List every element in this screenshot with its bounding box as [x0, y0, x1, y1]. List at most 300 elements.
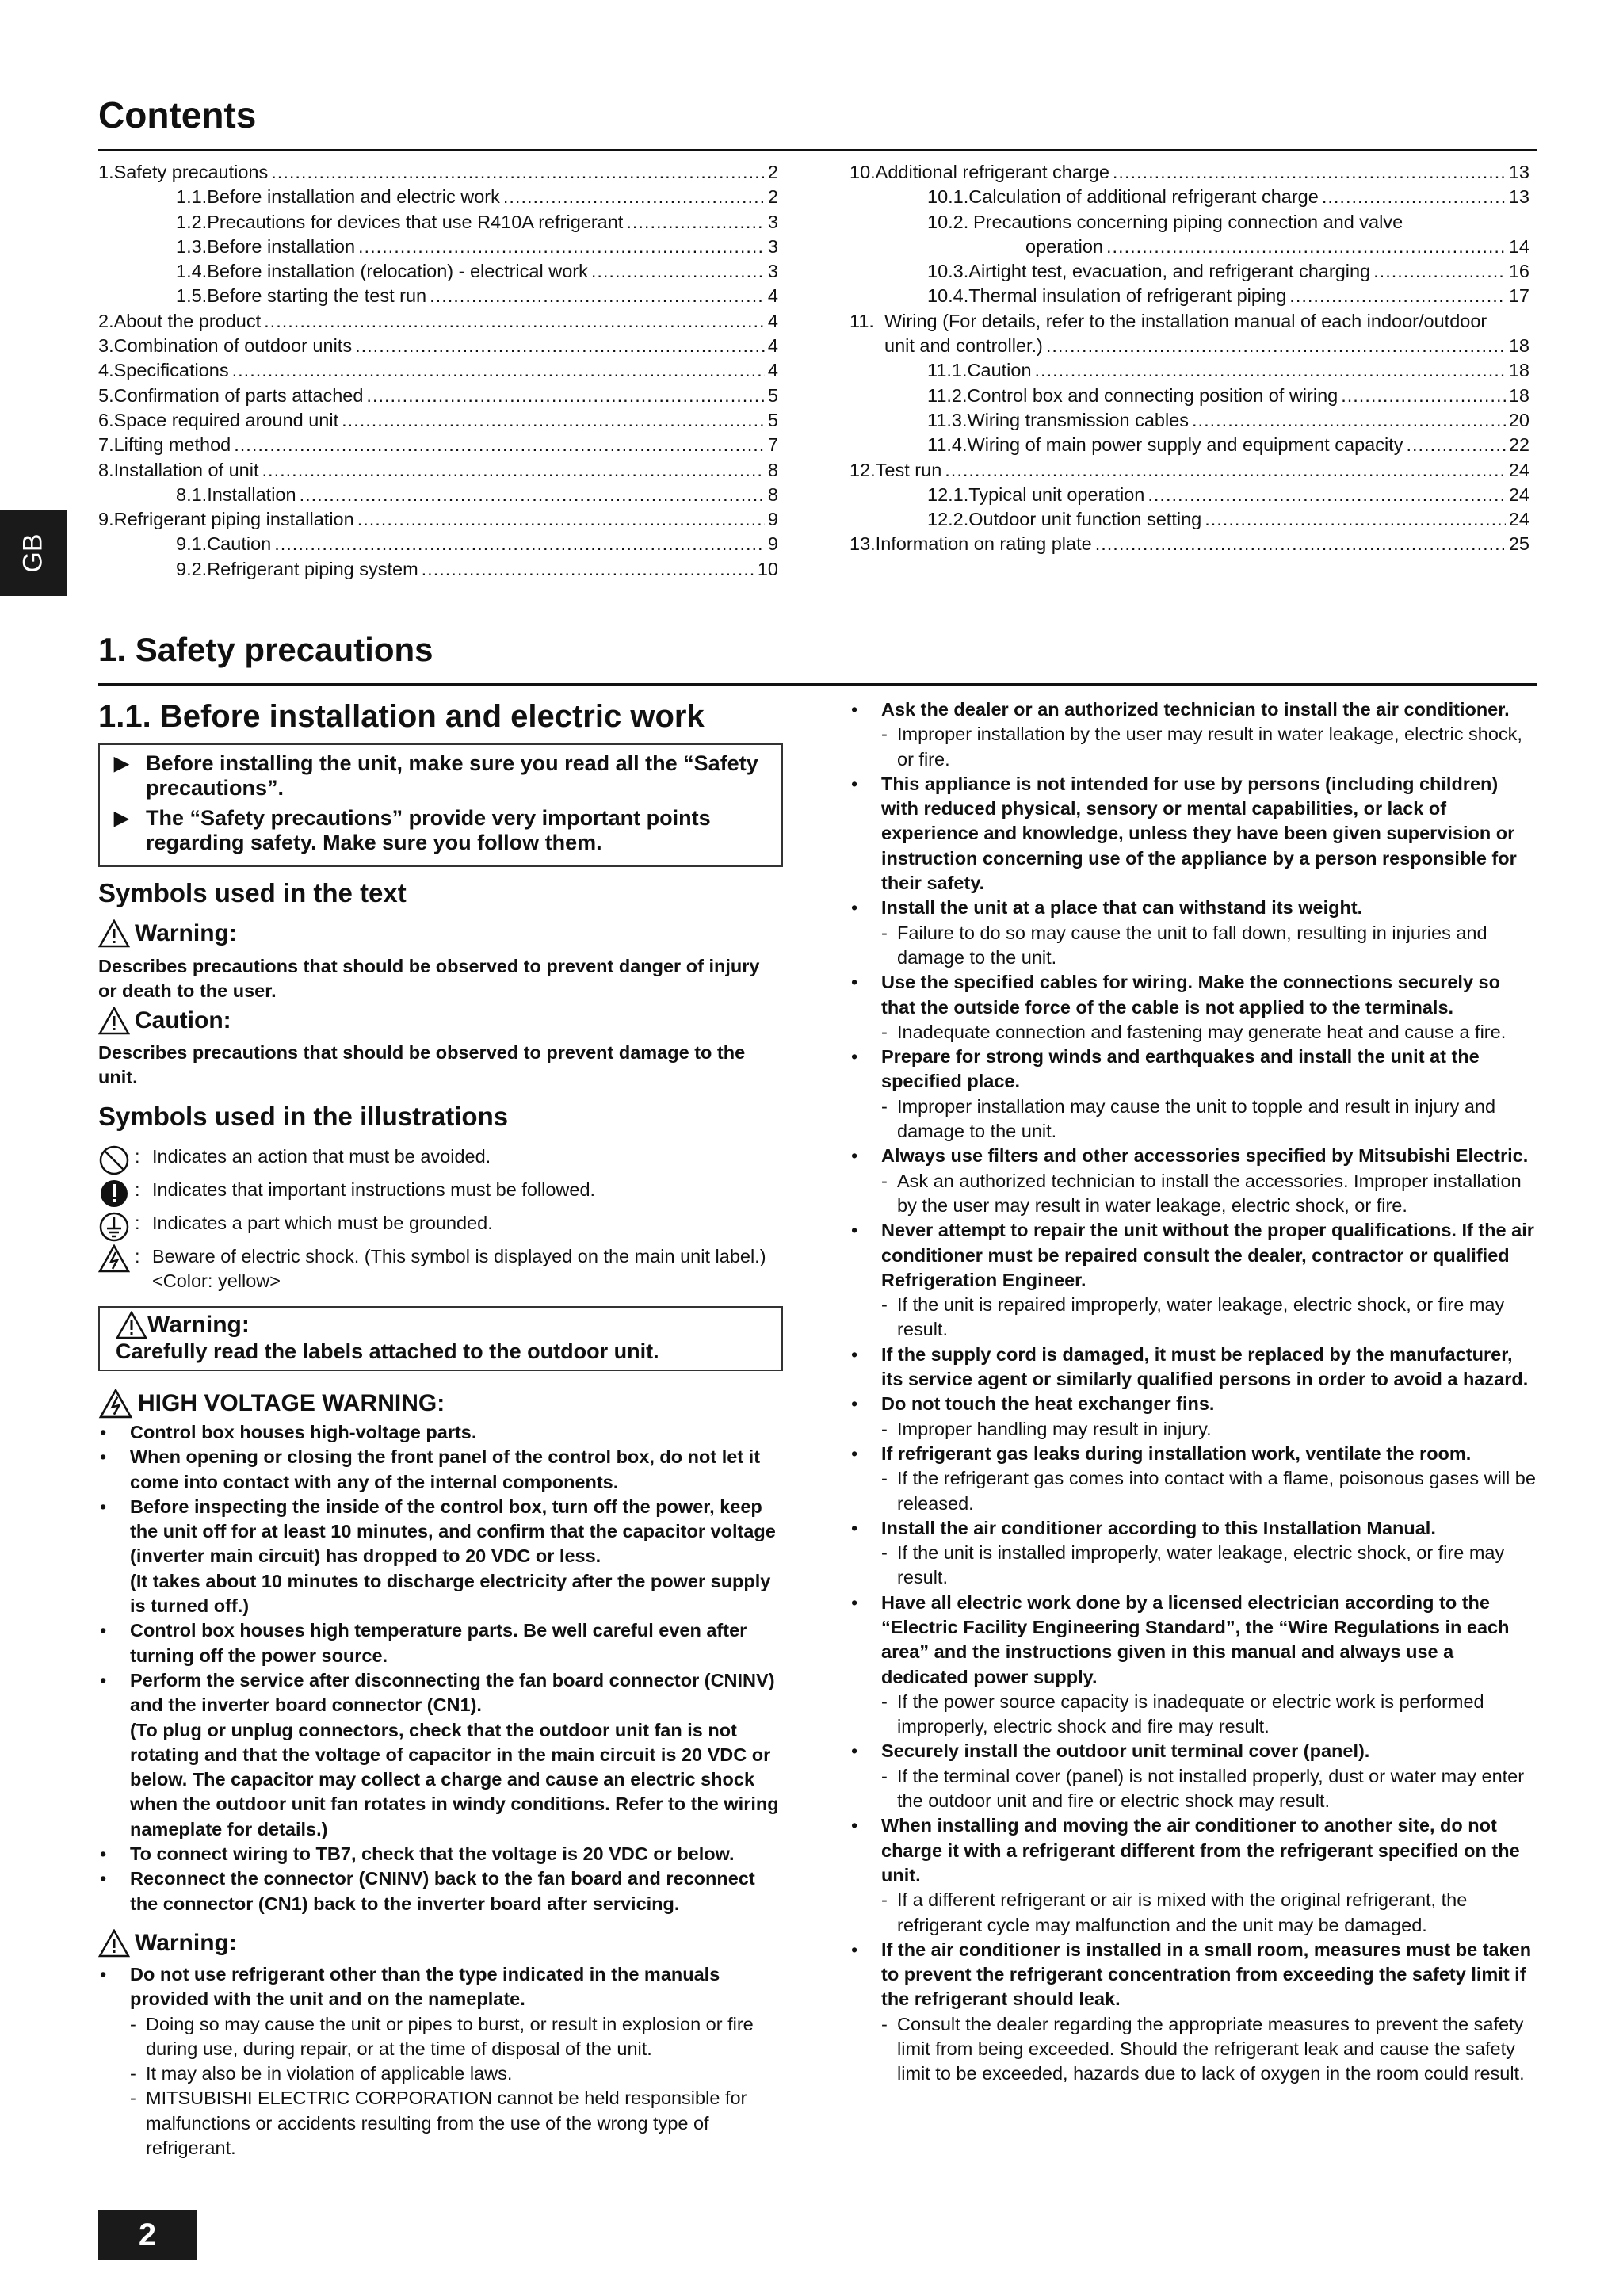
- toc-entry-title: Wiring of main power supply and equipment capacity: [967, 434, 1403, 456]
- warning-icon: [98, 919, 130, 948]
- list-item-text: Always use filters and other accessories specified by Mitsubishi Electric.: [881, 1145, 1529, 1167]
- toc-leader: [1035, 358, 1506, 383]
- dash-marker: -: [881, 1542, 888, 1564]
- toc-entry: [850, 458, 1529, 483]
- list-item-text: Control box houses high-voltage parts.: [130, 1422, 477, 1442]
- list-item: [850, 1343, 1537, 1392]
- toc-entry: [850, 210, 1529, 235]
- toc-entry-page: 17: [1508, 285, 1529, 307]
- toc-entry-page: 8: [767, 459, 778, 480]
- list-subitem: [850, 1764, 1537, 1814]
- toc-entry-number: 5.: [98, 384, 114, 406]
- toc-entry: [98, 483, 778, 507]
- list-subitem: [850, 1293, 1537, 1343]
- bullet-icon: •: [100, 1669, 107, 1690]
- toc-entry: [98, 458, 778, 483]
- arrow-icon: ▶: [114, 753, 129, 774]
- toc-entry-title: Before installation and electric work: [207, 186, 500, 208]
- toc-entry-number: 12.2.: [927, 509, 969, 530]
- toc-entry-page: 18: [1508, 384, 1529, 406]
- toc-entry-title: Refrigerant piping installation: [113, 509, 354, 530]
- toc-entry-page: 25: [1508, 533, 1529, 555]
- list-subitem: [850, 1417, 1537, 1442]
- toc-entry-page: 3: [767, 261, 778, 282]
- electric-shock-icon: [98, 1389, 133, 1419]
- list-item-text: Install the air conditioner according to this Installation Manual.: [881, 1517, 1436, 1538]
- toc-entry-page: 7: [767, 434, 778, 456]
- page-title: Contents: [98, 94, 257, 136]
- dash-marker: -: [881, 2013, 888, 2034]
- subsection-title: 1.1. Before installation and electric work: [98, 699, 705, 734]
- toc-entry-title: Before starting the test run: [207, 285, 427, 307]
- toc-entry: [850, 408, 1529, 433]
- list-subitem: [98, 2061, 783, 2086]
- toc-leader: [1113, 160, 1506, 185]
- bullet-icon: •: [100, 1843, 107, 1865]
- safety-list-right: [850, 697, 1537, 2087]
- list-subitem-text: Improper handling may result in injury.: [897, 1418, 1212, 1439]
- toc-entry-number: 6.: [98, 409, 114, 430]
- toc-entry-number: 1.: [98, 162, 114, 182]
- list-item-text: Do not use refrigerant other than the type indicated in the manuals provided with the unit and on the nameplate.: [130, 1964, 720, 2010]
- ground-icon: [98, 1211, 135, 1249]
- toc-entry-page: 18: [1508, 335, 1529, 357]
- bullet-icon: •: [851, 1591, 858, 1613]
- bullet-icon: •: [100, 1496, 107, 1517]
- bullet-icon: •: [851, 1939, 858, 1960]
- symbols-illus-heading: Symbols used in the illustrations: [98, 1102, 509, 1131]
- dash-marker: -: [881, 1765, 888, 1786]
- list-item-text: Perform the service after disconnecting the fan board connector (CNINV) and the inverter board connector (CN1). (To plug or unplug connectors, check that the outdoor unit fan is not rotating and that the voltage of capacitor in the main circuit is 20 VDC or below. The capacitor may collect a charge and cause an electric shock when the outdoor unit fan rotates in windy conditions. Refer to the wiring nameplate for details.): [130, 1669, 779, 1839]
- toc-entry-number: 1.3.: [176, 235, 208, 257]
- list-subitem-text: Consult the dealer regarding the appropriate measures to prevent the safety limit from being exceeded. Should the refrigerant leak and cause the safety limit to be exceeded, hazards due to lack of oxygen in the room could result.: [897, 2013, 1525, 2084]
- bullet-icon: •: [851, 1145, 858, 1167]
- toc-entry-number: 11.3.: [927, 409, 968, 430]
- list-item-text: Before inspecting the inside of the control box, turn off the power, keep the unit off for at least 10 minutes, and confirm that the capacitor voltage (inverter main circuit) has dropped to 20 VDC or less. (It takes about 10 minutes to discharge electricity after the power supply is turned off.): [130, 1496, 776, 1617]
- toc-entry-title: Confirmation of parts attached: [113, 384, 364, 406]
- toc-leader: [271, 160, 765, 185]
- section-title: 1. Safety precautions: [98, 631, 433, 668]
- dash-marker: -: [881, 1468, 888, 1489]
- list-subitem: [98, 2086, 783, 2160]
- toc-entry: [850, 507, 1529, 532]
- list-subitem-text: Doing so may cause the unit or pipes to burst, or result in explosion or fire during use, during repair, or at the time of disposal of the unit.: [146, 2013, 754, 2059]
- toc-entry-page: 4: [767, 285, 778, 307]
- list-subitem-text: Inadequate connection and fastening may generate heat and cause a fire.: [897, 1021, 1507, 1042]
- bullet-icon: •: [851, 1343, 858, 1365]
- toc-entry: [98, 235, 778, 259]
- toc-entry-number: 7.: [98, 434, 114, 456]
- toc-entry-page: 5: [767, 409, 778, 430]
- toc-entry-title: operation: [1025, 235, 1103, 257]
- toc-entry-number: 12.1.: [927, 483, 969, 505]
- list-subitem-text: If the unit is repaired improperly, water leakage, electric shock, or fire may result.: [897, 1294, 1505, 1340]
- list-item: [98, 1495, 783, 1618]
- list-item-text: Have all electric work done by a licensed electrician according to the “Electric Facility Engineering Standard”, the “Wire Regulations in each area” and the instructions given in this manual and always use a dedicated power supply.: [881, 1591, 1510, 1687]
- list-item: [850, 1591, 1537, 1690]
- toc-entry-number: 13.: [850, 533, 876, 555]
- symbol-row: : Indicates that important instructions must be followed.: [98, 1178, 783, 1216]
- list-item-text: When opening or closing the front panel of the control box, do not let it come into contact with any of the internal components.: [130, 1446, 761, 1492]
- toc-leader: [300, 483, 765, 507]
- warning-icon: [116, 1311, 147, 1339]
- bullet-icon: •: [851, 1740, 858, 1762]
- divider: [98, 683, 1537, 686]
- symbol-row: : Beware of electric shock. (This symbol is displayed on the main unit label.) <Color: yellow>: [98, 1244, 783, 1293]
- toc-entry-number: 3.: [98, 335, 114, 357]
- toc-entry: [850, 483, 1529, 507]
- toc-entry: [850, 358, 1529, 383]
- symbol-row: : Indicates a part which must be grounded.: [98, 1211, 783, 1249]
- toc-entry: [98, 433, 778, 457]
- toc-entry-number: 9.: [98, 509, 114, 530]
- toc-entry: [850, 433, 1529, 457]
- toc-entry-title: Before installation (relocation) - electrical work: [207, 261, 588, 282]
- toc-entry: [850, 185, 1529, 209]
- exclamation-icon: [98, 1178, 135, 1216]
- list-subitem-text: Ask an authorized technician to install the accessories. Improper installation by the user may result in water leakage, electric shock, or fire.: [897, 1170, 1522, 1216]
- toc-entry-title: Safety precautions: [113, 162, 269, 182]
- toc-entry: [850, 160, 1529, 185]
- toc-entry-title: Wiring (For details, refer to the installation manual of each indoor/outdoor: [884, 310, 1487, 331]
- toc-entry: [98, 259, 778, 284]
- toc-entry-title: Precautions concerning piping connection and valve: [973, 211, 1403, 232]
- high-voltage-list: [98, 1420, 783, 1916]
- toc-entry-page: 14: [1508, 235, 1529, 257]
- toc-entry: [98, 309, 778, 334]
- toc-entry-title: Airtight test, evacuation, and refrigerant charging: [968, 261, 1371, 282]
- toc-entry-number: 11.4.: [927, 434, 968, 456]
- bullet-icon: •: [851, 1220, 858, 1241]
- toc-leader: [342, 408, 765, 433]
- list-item-text: Reconnect the connector (CNINV) back to the fan board and reconnect the connector (CN1) back to the inverter board after servicing.: [130, 1868, 755, 1914]
- bullet-icon: •: [851, 1442, 858, 1464]
- toc-entry-number: 1.1.: [176, 186, 208, 208]
- list-item: [850, 1739, 1537, 1763]
- list-subitem-text: MITSUBISHI ELECTRIC CORPORATION cannot be held responsible for malfunctions or accidents resulting from the use of the wrong type of refrigerant.: [146, 2088, 747, 2159]
- toc-entry: [98, 557, 778, 582]
- toc-entry-title: Typical unit operation: [968, 483, 1145, 505]
- bullet-icon: •: [851, 773, 858, 794]
- list-item: [98, 1618, 783, 1668]
- list-item: [98, 1866, 783, 1916]
- toc-entry-page: 13: [1508, 162, 1529, 182]
- toc-leader: [264, 309, 765, 334]
- toc-entry-page: 4: [767, 335, 778, 357]
- toc-leader: [232, 358, 765, 383]
- list-subitem: [850, 1888, 1537, 1938]
- toc-entry-number: 8.: [98, 459, 114, 480]
- toc-entry: [98, 160, 778, 185]
- toc-leader: [1205, 507, 1506, 532]
- toc-entry-page: 9: [767, 509, 778, 530]
- toc-entry-title: Information on rating plate: [875, 533, 1092, 555]
- dash-marker: -: [130, 2088, 136, 2109]
- list-item-text: This appliance is not intended for use by persons (including children) with reduced physical, sensory or mental capabilities, or lack of experience and knowledge, unless they have been given supervision or instruction concerning use of the appliance by a person responsible for their safety.: [881, 773, 1517, 894]
- list-item-text: To connect wiring to TB7, check that the voltage is 20 VDC or below.: [130, 1843, 735, 1865]
- toc-entry-page: 10: [757, 558, 778, 579]
- toc-leader: [1322, 185, 1506, 209]
- toc-entry-number: 9.2.: [176, 558, 208, 579]
- bullet-icon: •: [851, 1393, 858, 1415]
- list-subitem-text: Improper installation by the user may result in water leakage, electric shock, or fire.: [897, 724, 1522, 770]
- list-item-text: When installing and moving the air conditioner to another site, do not charge it with a refrigerant different from the refrigerant specified on the unit.: [881, 1815, 1520, 1885]
- list-item: [850, 1813, 1537, 1888]
- bullet-icon: •: [851, 699, 858, 720]
- toc-entry-title: Combination of outdoor units: [113, 335, 353, 357]
- dash-marker: -: [881, 724, 888, 745]
- toc-entry-page: 2: [767, 186, 778, 208]
- toc-entry-number: 11.: [850, 310, 874, 331]
- toc-entry-number: 10.1.: [927, 186, 969, 208]
- warning-heading: Warning:: [98, 919, 237, 948]
- dash-marker: -: [881, 1889, 888, 1911]
- refrigerant-warning-list: [98, 1962, 783, 2160]
- toc-entry-page: 13: [1508, 186, 1529, 208]
- list-subitem-text: Failure to do so may cause the unit to fall down, resulting in injuries and damage to the unit.: [897, 922, 1487, 968]
- toc-entry-title: Space required around unit: [113, 409, 339, 430]
- dash-marker: -: [881, 1690, 888, 1712]
- toc-entry-number: 1.4.: [176, 261, 208, 282]
- list-item-text: Ask the dealer or an authorized technician to install the air conditioner.: [881, 699, 1510, 720]
- list-item: [850, 896, 1537, 920]
- toc-entry-page: 3: [767, 211, 778, 232]
- toc-leader: [262, 458, 765, 483]
- toc-leader: [1406, 433, 1505, 457]
- list-item: [850, 1392, 1537, 1416]
- list-subitem: [850, 921, 1537, 971]
- toc-entry-page: 24: [1508, 509, 1529, 530]
- caution-icon: [98, 1007, 130, 1035]
- list-item: [850, 1938, 1537, 2012]
- toc-entry-title: Precautions for devices that use R410A refrigerant: [207, 211, 624, 232]
- list-item-text: If the supply cord is damaged, it must be replaced by the manufacturer, its service agent or similarly qualified persons in order to avoid a hazard.: [881, 1343, 1529, 1390]
- dash-marker: -: [881, 1418, 888, 1439]
- toc-leader: [503, 185, 765, 209]
- toc-entry-page: 18: [1508, 360, 1529, 381]
- list-subitem-text: It may also be in violation of applicable laws.: [146, 2063, 513, 2084]
- toc-entry-title: Control box and connecting position of wiring: [967, 384, 1338, 406]
- toc-leader: [1106, 235, 1506, 259]
- electric-shock-icon: [98, 1244, 135, 1293]
- toc-entry-title: Lifting method: [113, 434, 231, 456]
- list-subitem: [850, 1095, 1537, 1144]
- bullet-icon: •: [851, 1046, 858, 1068]
- toc-entry-title: Refrigerant piping system: [207, 558, 418, 579]
- toc-entry: [98, 507, 778, 532]
- toc-entry-title: Test run: [875, 459, 942, 480]
- toc-leader: [358, 235, 765, 259]
- list-item: [98, 1962, 783, 2012]
- list-item-text: If refrigerant gas leaks during installation work, ventilate the room.: [881, 1442, 1472, 1464]
- toc-entry: [98, 284, 778, 308]
- toc-entry-page: 8: [767, 483, 778, 505]
- toc-leader: [274, 532, 765, 556]
- list-item: [98, 1420, 783, 1445]
- toc-entry-page: 4: [767, 310, 778, 331]
- toc-leader: [1192, 408, 1506, 433]
- toc-entry-page: 9: [767, 533, 778, 555]
- toc-leader: [1289, 284, 1506, 308]
- list-item: [850, 1045, 1537, 1095]
- toc-entry-number: 1.2.: [176, 211, 208, 232]
- toc-entry-page: 2: [767, 162, 778, 182]
- list-item-text: Control box houses high temperature parts. Be well careful even after turning off the power source.: [130, 1620, 747, 1666]
- toc-entry-title: Thermal insulation of refrigerant piping: [968, 285, 1287, 307]
- toc-leader: [1046, 334, 1506, 358]
- labels-warning-box: Warning: Carefully read the labels attached to the outdoor unit.: [98, 1306, 783, 1371]
- toc-entry: [98, 532, 778, 556]
- toc-leader: [945, 458, 1506, 483]
- toc-leader: [1373, 259, 1506, 284]
- bullet-icon: •: [100, 1422, 107, 1442]
- bullet-icon: •: [851, 972, 858, 993]
- toc-leader: [1341, 384, 1506, 408]
- toc-leader: [422, 557, 754, 582]
- toc-leader: [430, 284, 765, 308]
- language-tab: GB: [0, 510, 67, 596]
- list-item: [850, 1144, 1537, 1168]
- list-subitem-text: Improper installation may cause the unit to topple and result in injury and damage to the unit.: [897, 1095, 1496, 1142]
- toc-entry-number: 12.: [850, 459, 876, 480]
- list-item-text: Install the unit at a place that can withstand its weight.: [881, 897, 1363, 919]
- dash-marker: -: [130, 2063, 136, 2084]
- list-item-text: Never attempt to repair the unit without the proper qualifications. If the air conditioner must be repaired consult the dealer, contractor or qualified Refrigeration Engineer.: [881, 1220, 1534, 1290]
- toc-entry: [850, 259, 1529, 284]
- toc-left-column: [98, 160, 778, 582]
- list-item: [850, 1442, 1537, 1466]
- toc-entry-number: 8.1.: [176, 483, 208, 505]
- list-item-text: Do not touch the heat exchanger fins.: [881, 1393, 1215, 1415]
- bullet-icon: •: [100, 1868, 107, 1889]
- list-item: [850, 697, 1537, 722]
- list-subitem-text: If the power source capacity is inadequate or electric work is performed improperly, electric shock and fire may result.: [897, 1690, 1484, 1737]
- toc-leader: [234, 433, 765, 457]
- warning-heading: Warning:: [98, 1929, 237, 1958]
- toc-leader: [591, 259, 765, 284]
- bullet-icon: •: [100, 1620, 107, 1641]
- toc-entry-title: Installation: [207, 483, 296, 505]
- list-subitem: [98, 2012, 783, 2062]
- caution-heading: Caution:: [98, 1007, 231, 1035]
- list-item: [850, 772, 1537, 896]
- list-subitem: [850, 1690, 1537, 1740]
- toc-entry-title: Specifications: [113, 360, 229, 381]
- toc-entry: [98, 210, 778, 235]
- dash-marker: -: [881, 1095, 888, 1117]
- list-subitem: [850, 1466, 1537, 1516]
- list-item: [98, 1842, 783, 1866]
- dash-marker: -: [881, 1170, 888, 1191]
- symbol-row: : Indicates an action that must be avoided.: [98, 1144, 783, 1182]
- symbols-text-heading: Symbols used in the text: [98, 878, 407, 907]
- arrow-icon: ▶: [114, 808, 129, 829]
- toc-entry: [850, 384, 1529, 408]
- list-item-text: Use the specified cables for wiring. Make the connections securely so that the outside force of the cable is not applied to the terminals.: [881, 972, 1500, 1018]
- toc-entry-title: Calculation of additional refrigerant charge: [968, 186, 1319, 208]
- toc-entry: [850, 309, 1529, 334]
- toc-entry: [98, 185, 778, 209]
- list-item-text: If the air conditioner is installed in a small room, measures must be taken to prevent the refrigerant concentration from exceeding the safety limit if the refrigerant should leak.: [881, 1939, 1532, 2010]
- list-subitem-text: If the terminal cover (panel) is not installed properly, dust or water may enter the outdoor unit and fire or electric shock may result.: [897, 1765, 1525, 1812]
- toc-entry-number: 11.1.: [927, 360, 968, 381]
- toc-leader: [355, 334, 765, 358]
- toc-entry: [98, 358, 778, 383]
- list-subitem: [850, 1169, 1537, 1219]
- toc-entry-page: 24: [1508, 483, 1529, 505]
- toc-entry-title: About the product: [113, 310, 262, 331]
- bullet-icon: •: [100, 1446, 107, 1468]
- toc-entry-number: 9.1.: [176, 533, 208, 555]
- list-item: [850, 1218, 1537, 1293]
- toc-entry: [850, 284, 1529, 308]
- list-subitem-text: If the unit is installed improperly, water leakage, electric shock, or fire may result.: [897, 1542, 1505, 1588]
- bullet-icon: •: [851, 897, 858, 919]
- toc-entry-title: Wiring transmission cables: [967, 409, 1190, 430]
- toc-leader: [626, 210, 765, 235]
- warning-icon: [98, 1929, 130, 1958]
- toc-entry-page: 5: [767, 384, 778, 406]
- toc-entry: [850, 334, 1529, 358]
- bullet-icon: •: [851, 1517, 858, 1538]
- high-voltage-heading: HIGH VOLTAGE WARNING:: [98, 1389, 445, 1419]
- toc-right-column: [850, 160, 1529, 557]
- toc-entry-number: 1.5.: [176, 285, 208, 307]
- toc-entry: [98, 384, 778, 408]
- toc-entry-page: 20: [1508, 409, 1529, 430]
- toc-entry-number: 10.: [850, 162, 876, 182]
- list-item-text: Prepare for strong winds and earthquakes and install the unit at the specified place.: [881, 1046, 1480, 1092]
- toc-leader: [357, 507, 765, 532]
- list-item: [850, 970, 1537, 1020]
- list-item: [850, 1516, 1537, 1541]
- page-number: 2: [98, 2210, 197, 2260]
- toc-leader: [1095, 532, 1506, 556]
- toc-entry: [850, 235, 1529, 259]
- list-subitem: [850, 1541, 1537, 1591]
- list-subitem-text: If the refrigerant gas comes into contact with a flame, poisonous gases will be released.: [897, 1468, 1536, 1514]
- toc-entry-number: 10.4.: [927, 285, 969, 307]
- toc-entry-title: Outdoor unit function setting: [968, 509, 1202, 530]
- notice-box: ▶ Before installing the unit, make sure you read all the “Safety precautions”. ▶ The “Safety precautions” provide very important points regarding safety. Make sure you follow them.: [98, 743, 783, 867]
- dash-marker: -: [881, 1294, 888, 1316]
- toc-entry-page: 22: [1508, 434, 1529, 456]
- toc-leader: [366, 384, 765, 408]
- caution-description: Describes precautions that should be observed to prevent damage to the unit.: [98, 1042, 746, 1087]
- dash-marker: -: [881, 1021, 888, 1042]
- toc-entry-title: Caution: [207, 533, 272, 555]
- toc-entry-page: 16: [1508, 261, 1529, 282]
- toc-entry: [98, 334, 778, 358]
- list-subitem: [850, 2012, 1537, 2087]
- toc-entry-number: 2.: [98, 310, 114, 331]
- toc-entry-number: 10.2.: [927, 211, 969, 232]
- toc-entry-page: 24: [1508, 459, 1529, 480]
- list-subitem: [850, 1020, 1537, 1045]
- list-subitem-text: If a different refrigerant or air is mixed with the original refrigerant, the refrigerant cycle may malfunction and the unit may be damaged.: [897, 1889, 1468, 1935]
- toc-entry-page: 3: [767, 235, 778, 257]
- toc-entry: [850, 532, 1529, 556]
- toc-entry-title: Additional refrigerant charge: [875, 162, 1109, 182]
- bullet-icon: •: [851, 1815, 858, 1836]
- toc-leader: [1148, 483, 1505, 507]
- warning-description: Describes precautions that should be observed to prevent danger of injury or death to the user.: [98, 956, 760, 1001]
- dash-marker: -: [130, 2013, 136, 2034]
- bullet-icon: •: [100, 1964, 107, 1985]
- toc-entry-page: 4: [767, 360, 778, 381]
- list-item: [98, 1668, 783, 1842]
- toc-entry-title: Caution: [967, 360, 1032, 381]
